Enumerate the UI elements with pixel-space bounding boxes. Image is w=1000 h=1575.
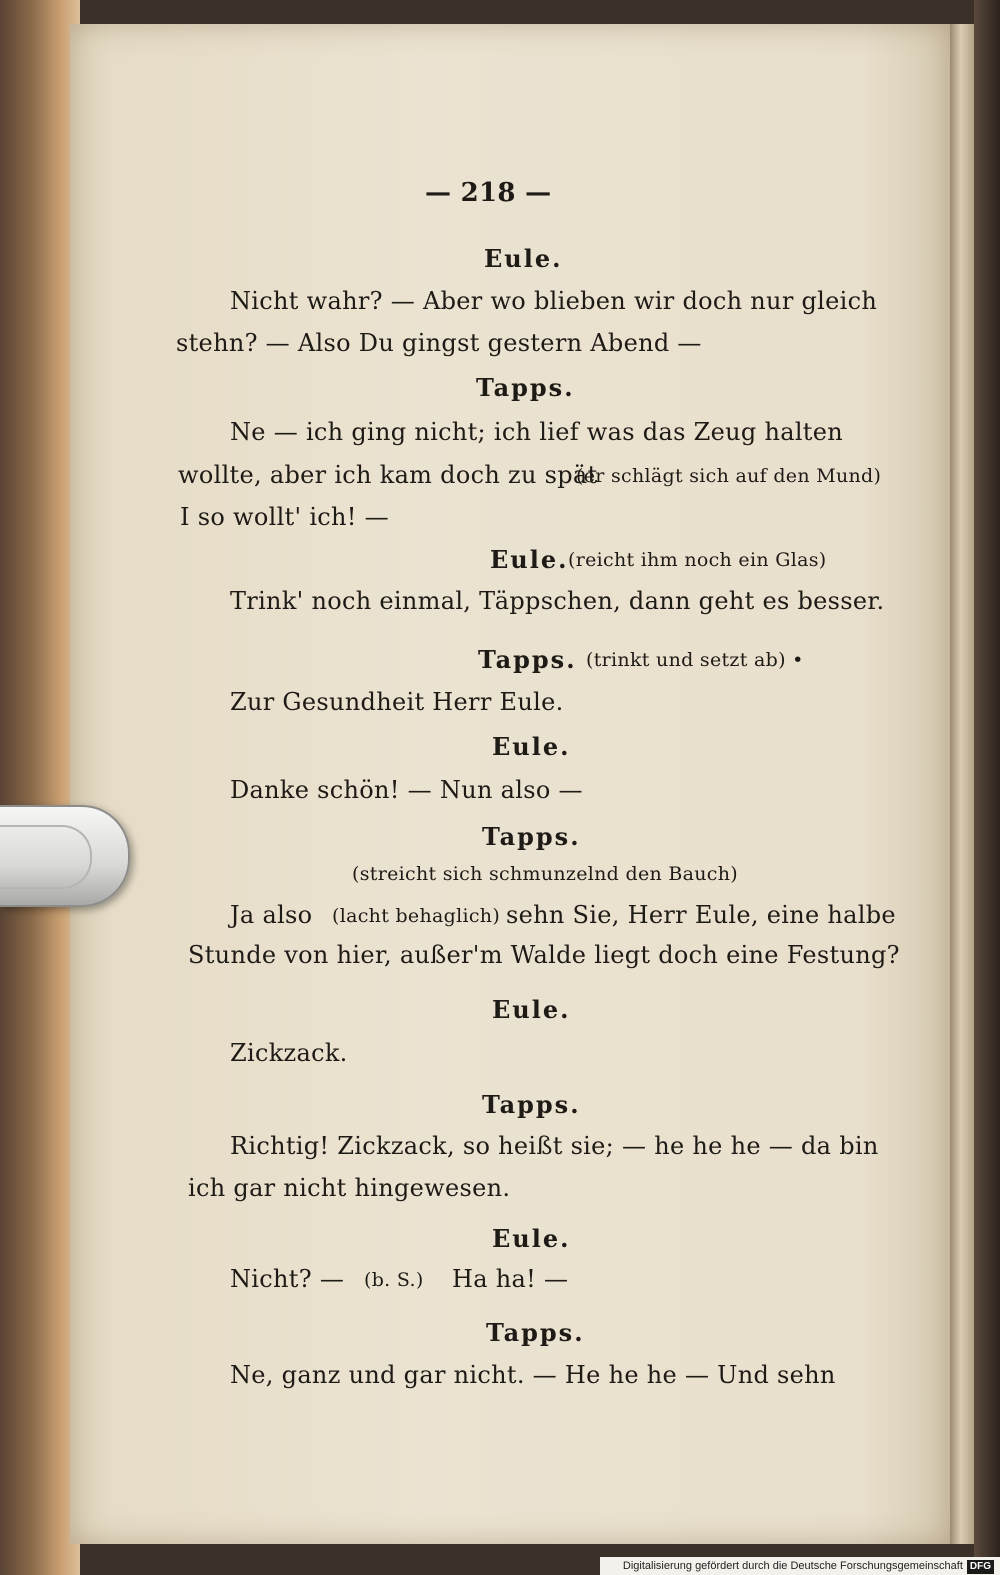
text-line: Stunde von hier, außer'm Walde liegt doch eine Festung? bbox=[188, 941, 900, 969]
stage-direction: (er schlägt sich auf den Mund) bbox=[576, 465, 882, 487]
page-clip bbox=[0, 805, 130, 907]
speaker-tapps: Tapps. bbox=[478, 645, 577, 674]
text-line: Ha ha! — bbox=[452, 1265, 569, 1293]
text-line: ich gar nicht hingewesen. bbox=[188, 1174, 511, 1202]
page-clip-highlight bbox=[0, 825, 92, 889]
text-line: Ne, ganz und gar nicht. — He he he — Und sehn bbox=[230, 1361, 836, 1389]
text-line: Richtig! Zickzack, so heißt sie; — he he he — da bin bbox=[230, 1132, 879, 1160]
speaker-tapps: Tapps. bbox=[482, 1090, 581, 1119]
text-line: Zur Gesundheit Herr Eule. bbox=[230, 688, 564, 716]
stage-direction: (b. S.) bbox=[364, 1269, 424, 1291]
stage-direction: (reicht ihm noch ein Glas) bbox=[568, 549, 827, 571]
show-through-shadow bbox=[520, 1400, 527, 1425]
text-line: stehn? — Also Du gingst gestern Abend — bbox=[176, 329, 702, 357]
speaker-eule: Eule. bbox=[492, 995, 571, 1024]
speaker-eule: Eule. bbox=[490, 545, 569, 574]
text-line: Danke schön! — Nun also — bbox=[230, 776, 583, 804]
page-fore-edge bbox=[950, 24, 974, 1544]
text-line: Nicht wahr? — Aber wo blieben wir doch nur gleich bbox=[230, 287, 878, 315]
page-number: — 218 — bbox=[425, 178, 552, 208]
speaker-tapps: Tapps. bbox=[476, 373, 575, 402]
speaker-eule: Eule. bbox=[484, 244, 563, 273]
speaker-eule: Eule. bbox=[492, 1224, 571, 1253]
text-line: Ja also bbox=[230, 901, 313, 929]
book-cover-right bbox=[974, 0, 1000, 1575]
stage-direction: (trinkt und setzt ab) • bbox=[586, 649, 804, 671]
book-cover-left bbox=[0, 0, 80, 1575]
text-line: Ne — ich ging nicht; ich lief was das Zeug halten bbox=[230, 418, 844, 446]
credit-text: Digitalisierung gefördert durch die Deutsche Forschungsgemeinschaft bbox=[622, 1560, 963, 1572]
stage-direction: (streicht sich schmunzelnd den Bauch) bbox=[352, 863, 738, 885]
stage-direction: (lacht behaglich) bbox=[332, 905, 501, 927]
digitization-credit bbox=[600, 1557, 1000, 1575]
text-line: Nicht? — bbox=[230, 1265, 345, 1293]
text-line: Trink' noch einmal, Täppschen, dann geht es besser. bbox=[230, 587, 885, 615]
speaker-tapps: Tapps. bbox=[482, 822, 581, 851]
text-line: sehn Sie, Herr Eule, eine halbe bbox=[506, 901, 896, 929]
text-line: I so wollt' ich! — bbox=[180, 503, 389, 531]
dfg-logo: DFG bbox=[967, 1560, 994, 1574]
text-line: wollte, aber ich kam doch zu spät bbox=[178, 461, 598, 489]
speaker-eule: Eule. bbox=[492, 732, 571, 761]
text-line: Zickzack. bbox=[230, 1039, 348, 1067]
speaker-tapps: Tapps. bbox=[486, 1318, 585, 1347]
